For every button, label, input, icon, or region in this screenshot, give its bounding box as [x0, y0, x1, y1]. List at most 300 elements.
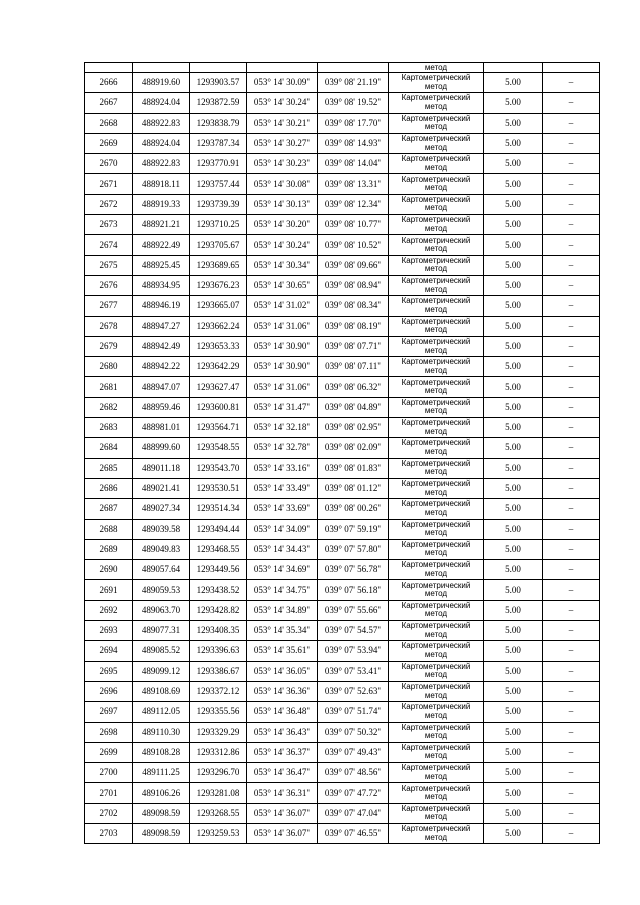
cell-method: [389, 499, 484, 519]
cell-point-number: 2682: [85, 397, 133, 417]
cell-y-coordinate: 1293739.39: [190, 194, 247, 214]
cell-latitude: 053° 14' 31.06": [247, 377, 318, 397]
cell-accuracy: 5.00: [484, 803, 543, 823]
cell-longitude: 039° 08' 02.95": [318, 418, 389, 438]
cell-dash: –: [543, 803, 600, 823]
method-line-1: Картометрический: [401, 621, 471, 631]
cell-method: [389, 803, 484, 823]
cell-x-coordinate: 489108.28: [133, 742, 190, 762]
cell-dash: –: [543, 377, 600, 397]
cell-latitude: 053° 14' 31.47": [247, 397, 318, 417]
cell-x-coordinate: 489112.05: [133, 702, 190, 722]
cell-accuracy: 5.00: [484, 560, 543, 580]
cell-y-coordinate: 1293627.47: [190, 377, 247, 397]
method-line-1: Картометрический: [401, 682, 471, 692]
cell-latitude: 053° 14' 36.48": [247, 702, 318, 722]
method-line-1: Картометрический: [401, 438, 471, 448]
cell-point-number: 2701: [85, 783, 133, 803]
method-line-2: метод: [424, 812, 448, 822]
method-line-2: метод: [424, 122, 448, 132]
cell-latitude: 053° 14' 30.08": [247, 174, 318, 194]
cell-latitude: 053° 14' 30.65": [247, 275, 318, 295]
method-line-2: метод: [424, 244, 448, 254]
cell-method: [389, 438, 484, 458]
method-line-1: Картометрический: [401, 600, 471, 610]
cell-point-number: 2700: [85, 763, 133, 783]
method-line-1: Картометрический: [401, 560, 471, 570]
cell-latitude: 053° 14' 30.21": [247, 113, 318, 133]
method-line-2: метод: [424, 649, 448, 659]
table-row: [85, 499, 600, 519]
method-line-1: Картометрический: [401, 580, 471, 590]
cell-latitude: 053° 14' 30.24": [247, 93, 318, 113]
method-line-1: Картометрический: [401, 296, 471, 306]
method-line-1: Картометрический: [401, 479, 471, 489]
cell-point-number: 2697: [85, 702, 133, 722]
method-line-1: Картометрический: [401, 397, 471, 407]
table-body: [85, 63, 600, 844]
cell-method: [389, 194, 484, 214]
cell-dash: –: [543, 600, 600, 620]
cell-accuracy: 5.00: [484, 519, 543, 539]
method-line-2: метод: [424, 162, 448, 172]
cell-method: [389, 275, 484, 295]
cell-x-coordinate: 488921.21: [133, 215, 190, 235]
cell-longitude: 039° 08' 21.19": [318, 73, 389, 93]
cell-dash: –: [543, 438, 600, 458]
cell-accuracy: 5.00: [484, 154, 543, 174]
cell-y-coordinate: 1293468.55: [190, 539, 247, 559]
cell-y-coordinate: 1293449.56: [190, 560, 247, 580]
table-row: [85, 194, 600, 214]
method-line-1: Картометрический: [401, 742, 471, 752]
cell-x-coordinate: 488946.19: [133, 296, 190, 316]
cell-x-coordinate: 489111.25: [133, 763, 190, 783]
cell-y-coordinate: 1293408.35: [190, 621, 247, 641]
cell-latitude: 053° 14' 31.02": [247, 296, 318, 316]
cell-y-coordinate: 1293689.65: [190, 255, 247, 275]
method-line-2: метод: [424, 203, 448, 213]
cell-dash: –: [543, 539, 600, 559]
cell-method: [389, 113, 484, 133]
method-line-1: Картометрический: [401, 316, 471, 326]
cell-accuracy: 5.00: [484, 499, 543, 519]
cell-x-coordinate: 488918.11: [133, 174, 190, 194]
cell-accuracy: 5.00: [484, 438, 543, 458]
cell-dash: –: [543, 478, 600, 498]
cell-x-coordinate: 488934.95: [133, 275, 190, 295]
cell-point-number: 2699: [85, 742, 133, 762]
cell-accuracy: 5.00: [484, 661, 543, 681]
cell-latitude: 053° 14' 30.90": [247, 357, 318, 377]
cell-accuracy: 5.00: [484, 255, 543, 275]
method-line-1: Картометрический: [401, 194, 471, 204]
cell-dash: –: [543, 73, 600, 93]
cell-x-coordinate: 489059.53: [133, 580, 190, 600]
cell-method: [389, 316, 484, 336]
cell-method: [389, 742, 484, 762]
method-line-1: Картометрический: [401, 93, 471, 103]
cell-x-coordinate: 488922.83: [133, 154, 190, 174]
cell-longitude: 039° 07' 53.94": [318, 641, 389, 661]
cell-dash: –: [543, 681, 600, 701]
cell-y-coordinate: 1293903.57: [190, 73, 247, 93]
cell-y-coordinate: 1293653.33: [190, 336, 247, 356]
cell-dash: –: [543, 722, 600, 742]
method-line-2: метод: [424, 832, 448, 842]
table-row: [85, 336, 600, 356]
cell-dash: –: [543, 580, 600, 600]
method-line-2: метод: [424, 467, 448, 477]
cell-accuracy: 5.00: [484, 418, 543, 438]
cell-x-coordinate: 489099.12: [133, 661, 190, 681]
cell-longitude: 039° 08' 19.52": [318, 93, 389, 113]
table-row: [85, 478, 600, 498]
cell-y-coordinate: 1293312.86: [190, 742, 247, 762]
cell-longitude: 039° 07' 50.32": [318, 722, 389, 742]
cell-latitude: 053° 14' 31.06": [247, 316, 318, 336]
cell-y-coordinate: 1293514.34: [190, 499, 247, 519]
table-row: [85, 275, 600, 295]
table-row: [85, 702, 600, 722]
cell-x-coordinate: 489110.30: [133, 722, 190, 742]
cell-latitude: 053° 14' 36.07": [247, 823, 318, 843]
cell-dash: –: [543, 661, 600, 681]
method-line-1: Картометрический: [401, 73, 471, 83]
cell-accuracy: 5.00: [484, 458, 543, 478]
cell-latitude: 053° 14' 36.37": [247, 742, 318, 762]
method-line-2: метод: [424, 325, 448, 335]
method-line-2: метод: [424, 345, 448, 355]
method-line-2: метод: [424, 386, 448, 396]
cell-empty: [85, 63, 133, 73]
method-line-2: метод: [424, 731, 448, 741]
cell-point-number: 2691: [85, 580, 133, 600]
cell-dash: –: [543, 823, 600, 843]
table-row: [85, 458, 600, 478]
cell-method: [389, 296, 484, 316]
cell-point-number: 2671: [85, 174, 133, 194]
cell-dash: –: [543, 458, 600, 478]
method-line-1: Картометрический: [401, 235, 471, 245]
method-line-2: метод: [424, 507, 448, 517]
cell-point-number: 2686: [85, 478, 133, 498]
cell-longitude: 039° 07' 47.72": [318, 783, 389, 803]
cell-x-coordinate: 488959.46: [133, 397, 190, 417]
table-row: [85, 215, 600, 235]
cell-y-coordinate: 1293494.44: [190, 519, 247, 539]
cell-longitude: 039° 07' 51.74": [318, 702, 389, 722]
method-line-2: метод: [424, 487, 448, 497]
table-row: [85, 174, 600, 194]
table-row: [85, 113, 600, 133]
cell-point-number: 2667: [85, 93, 133, 113]
cell-accuracy: 5.00: [484, 336, 543, 356]
cell-dash: –: [543, 397, 600, 417]
cell-x-coordinate: 489077.31: [133, 621, 190, 641]
method-line-2: метод: [424, 446, 448, 456]
cell-point-number: 2666: [85, 73, 133, 93]
cell-point-number: 2676: [85, 275, 133, 295]
method-line-2: метод: [424, 81, 448, 91]
cell-point-number: 2693: [85, 621, 133, 641]
table-row: [85, 316, 600, 336]
table-row: [85, 377, 600, 397]
table-row: [85, 255, 600, 275]
cell-longitude: 039° 07' 47.04": [318, 803, 389, 823]
cell-x-coordinate: 489063.70: [133, 600, 190, 620]
cell-longitude: 039° 08' 14.04": [318, 154, 389, 174]
cell-longitude: 039° 07' 56.78": [318, 560, 389, 580]
method-line-2: метод: [424, 101, 448, 111]
table-row: [85, 73, 600, 93]
cell-dash: –: [543, 215, 600, 235]
cell-dash: –: [543, 418, 600, 438]
cell-point-number: 2674: [85, 235, 133, 255]
method-line-2: метод: [424, 568, 448, 578]
cell-method: [389, 519, 484, 539]
cell-accuracy: 5.00: [484, 73, 543, 93]
method-line-2: метод: [424, 264, 448, 274]
method-line-2: метод: [424, 528, 448, 538]
method-line-1: Картометрический: [401, 641, 471, 651]
cell-dash: –: [543, 275, 600, 295]
table-row: [85, 621, 600, 641]
cell-method: [389, 661, 484, 681]
cell-y-coordinate: 1293296.70: [190, 763, 247, 783]
cell-x-coordinate: 489085.52: [133, 641, 190, 661]
method-line-1: Картометрический: [401, 803, 471, 813]
cell-longitude: 039° 08' 10.52": [318, 235, 389, 255]
method-line-2: метод: [424, 609, 448, 619]
table-row: [85, 133, 600, 153]
cell-dash: –: [543, 235, 600, 255]
cell-dash: –: [543, 174, 600, 194]
cell-latitude: 053° 14' 33.49": [247, 478, 318, 498]
cell-latitude: 053° 14' 32.18": [247, 418, 318, 438]
method-line-1: Картометрический: [401, 702, 471, 712]
cell-empty: [484, 63, 543, 73]
cell-point-number: 2685: [85, 458, 133, 478]
cell-dash: –: [543, 113, 600, 133]
cell-y-coordinate: 1293548.55: [190, 438, 247, 458]
cell-x-coordinate: 488924.04: [133, 93, 190, 113]
table-row: [85, 803, 600, 823]
cell-longitude: 039° 08' 13.31": [318, 174, 389, 194]
cell-y-coordinate: 1293281.08: [190, 783, 247, 803]
cell-point-number: 2673: [85, 215, 133, 235]
method-line-2: метод: [424, 589, 448, 599]
cell-method: [389, 93, 484, 113]
table-row: [85, 722, 600, 742]
table-row: [85, 357, 600, 377]
cell-dash: –: [543, 316, 600, 336]
cell-accuracy: 5.00: [484, 823, 543, 843]
cell-accuracy: 5.00: [484, 194, 543, 214]
cell-latitude: 053° 14' 36.31": [247, 783, 318, 803]
cell-point-number: 2703: [85, 823, 133, 843]
cell-method: [389, 458, 484, 478]
cell-latitude: 053° 14' 32.78": [247, 438, 318, 458]
method-line-2: метод: [424, 771, 448, 781]
cell-method: [389, 377, 484, 397]
cell-latitude: 053° 14' 30.90": [247, 336, 318, 356]
cell-x-coordinate: 488919.33: [133, 194, 190, 214]
cell-longitude: 039° 08' 01.83": [318, 458, 389, 478]
cell-point-number: 2688: [85, 519, 133, 539]
cell-longitude: 039° 08' 01.12": [318, 478, 389, 498]
method-line-1: Картометрический: [401, 215, 471, 225]
table-row: [85, 539, 600, 559]
cell-y-coordinate: 1293642.29: [190, 357, 247, 377]
cell-y-coordinate: 1293757.44: [190, 174, 247, 194]
method-line-2: метод: [424, 792, 448, 802]
cell-dash: –: [543, 763, 600, 783]
cell-x-coordinate: 488981.01: [133, 418, 190, 438]
table-row: [85, 154, 600, 174]
cell-y-coordinate: 1293530.51: [190, 478, 247, 498]
cell-point-number: 2695: [85, 661, 133, 681]
cell-point-number: 2689: [85, 539, 133, 559]
cell-longitude: 039° 08' 02.09": [318, 438, 389, 458]
method-line-2: метод: [424, 142, 448, 152]
cell-y-coordinate: 1293665.07: [190, 296, 247, 316]
cell-y-coordinate: 1293355.56: [190, 702, 247, 722]
cell-longitude: 039° 07' 53.41": [318, 661, 389, 681]
table-row: [85, 93, 600, 113]
cell-latitude: 053° 14' 36.05": [247, 661, 318, 681]
method-line-1: Картометрический: [401, 519, 471, 529]
cell-latitude: 053° 14' 33.16": [247, 458, 318, 478]
cell-y-coordinate: 1293396.63: [190, 641, 247, 661]
cell-method: [389, 397, 484, 417]
cell-method: [389, 336, 484, 356]
cell-latitude: 053° 14' 30.24": [247, 235, 318, 255]
cell-latitude: 053° 14' 34.89": [247, 600, 318, 620]
cell-point-number: 2698: [85, 722, 133, 742]
cell-longitude: 039° 08' 08.19": [318, 316, 389, 336]
cell-accuracy: 5.00: [484, 275, 543, 295]
cell-dash: –: [543, 560, 600, 580]
cell-longitude: 039° 07' 57.80": [318, 539, 389, 559]
cell-longitude: 039° 08' 07.11": [318, 357, 389, 377]
method-line-2: метод: [424, 629, 448, 639]
cell-dash: –: [543, 133, 600, 153]
cell-latitude: 053° 14' 30.09": [247, 73, 318, 93]
method-line-2: метод: [424, 284, 448, 294]
table-row: [85, 235, 600, 255]
method-line-2: метод: [424, 183, 448, 193]
cell-latitude: 053° 14' 36.47": [247, 763, 318, 783]
method-line-2: метод: [424, 365, 448, 375]
cell-x-coordinate: 488924.04: [133, 133, 190, 153]
cell-latitude: 053° 14' 34.69": [247, 560, 318, 580]
cell-latitude: 053° 14' 30.13": [247, 194, 318, 214]
cell-x-coordinate: 488999.60: [133, 438, 190, 458]
cell-dash: –: [543, 742, 600, 762]
method-line-1: Картометрический: [401, 783, 471, 793]
cell-latitude: 053° 14' 30.20": [247, 215, 318, 235]
cell-method: [389, 600, 484, 620]
cell-point-number: 2690: [85, 560, 133, 580]
cell-longitude: 039° 07' 59.19": [318, 519, 389, 539]
cell-x-coordinate: 488947.07: [133, 377, 190, 397]
method-line-2: метод: [424, 690, 448, 700]
method-line-1: Картометрический: [401, 499, 471, 509]
cell-dash: –: [543, 641, 600, 661]
cell-dash: –: [543, 93, 600, 113]
cell-accuracy: 5.00: [484, 681, 543, 701]
cell-longitude: 039° 07' 49.43": [318, 742, 389, 762]
cell-latitude: 053° 14' 36.43": [247, 722, 318, 742]
cell-method: [389, 255, 484, 275]
table-row: [85, 438, 600, 458]
cell-y-coordinate: 1293676.23: [190, 275, 247, 295]
table-row: [85, 763, 600, 783]
table-row: [85, 823, 600, 843]
cell-longitude: 039° 07' 52.63": [318, 681, 389, 701]
cell-point-number: 2668: [85, 113, 133, 133]
cell-dash: –: [543, 702, 600, 722]
table-row: [85, 681, 600, 701]
cell-accuracy: 5.00: [484, 377, 543, 397]
cell-method: [389, 702, 484, 722]
method-line-1: Картометрический: [401, 763, 471, 773]
cell-accuracy: 5.00: [484, 600, 543, 620]
method-line-1: Картометрический: [401, 824, 471, 834]
cell-point-number: 2702: [85, 803, 133, 823]
cell-method: [389, 783, 484, 803]
cell-accuracy: 5.00: [484, 296, 543, 316]
method-line-1: Картометрический: [401, 276, 471, 286]
cell-method: [389, 418, 484, 438]
method-line-1: Картометрический: [401, 722, 471, 732]
cell-y-coordinate: 1293386.67: [190, 661, 247, 681]
table-row: [85, 742, 600, 762]
cell-empty: [543, 63, 600, 73]
cell-accuracy: 5.00: [484, 93, 543, 113]
cell-dash: –: [543, 336, 600, 356]
table-row: [85, 519, 600, 539]
cell-y-coordinate: 1293710.25: [190, 215, 247, 235]
method-line-2: метод: [424, 426, 448, 436]
cell-latitude: 053° 14' 36.36": [247, 681, 318, 701]
method-line-2: метод: [424, 670, 448, 680]
cell-point-number: 2687: [85, 499, 133, 519]
cell-method: [389, 823, 484, 843]
cell-y-coordinate: 1293662.24: [190, 316, 247, 336]
cell-x-coordinate: 488942.22: [133, 357, 190, 377]
cell-longitude: 039° 08' 09.66": [318, 255, 389, 275]
cell-y-coordinate: 1293872.59: [190, 93, 247, 113]
cell-latitude: 053° 14' 34.09": [247, 519, 318, 539]
cell-point-number: 2692: [85, 600, 133, 620]
cell-dash: –: [543, 255, 600, 275]
cell-dash: –: [543, 357, 600, 377]
method-line-2: метод: [424, 710, 448, 720]
cell-accuracy: 5.00: [484, 316, 543, 336]
cell-latitude: 053° 14' 35.34": [247, 621, 318, 641]
cell-latitude: 053° 14' 34.75": [247, 580, 318, 600]
cell-y-coordinate: 1293438.52: [190, 580, 247, 600]
cell-method: [389, 681, 484, 701]
method-line-1: Картометрический: [401, 539, 471, 549]
cell-dash: –: [543, 194, 600, 214]
cell-y-coordinate: 1293268.55: [190, 803, 247, 823]
cell-point-number: 2696: [85, 681, 133, 701]
cell-point-number: 2681: [85, 377, 133, 397]
cell-y-coordinate: 1293838.79: [190, 113, 247, 133]
